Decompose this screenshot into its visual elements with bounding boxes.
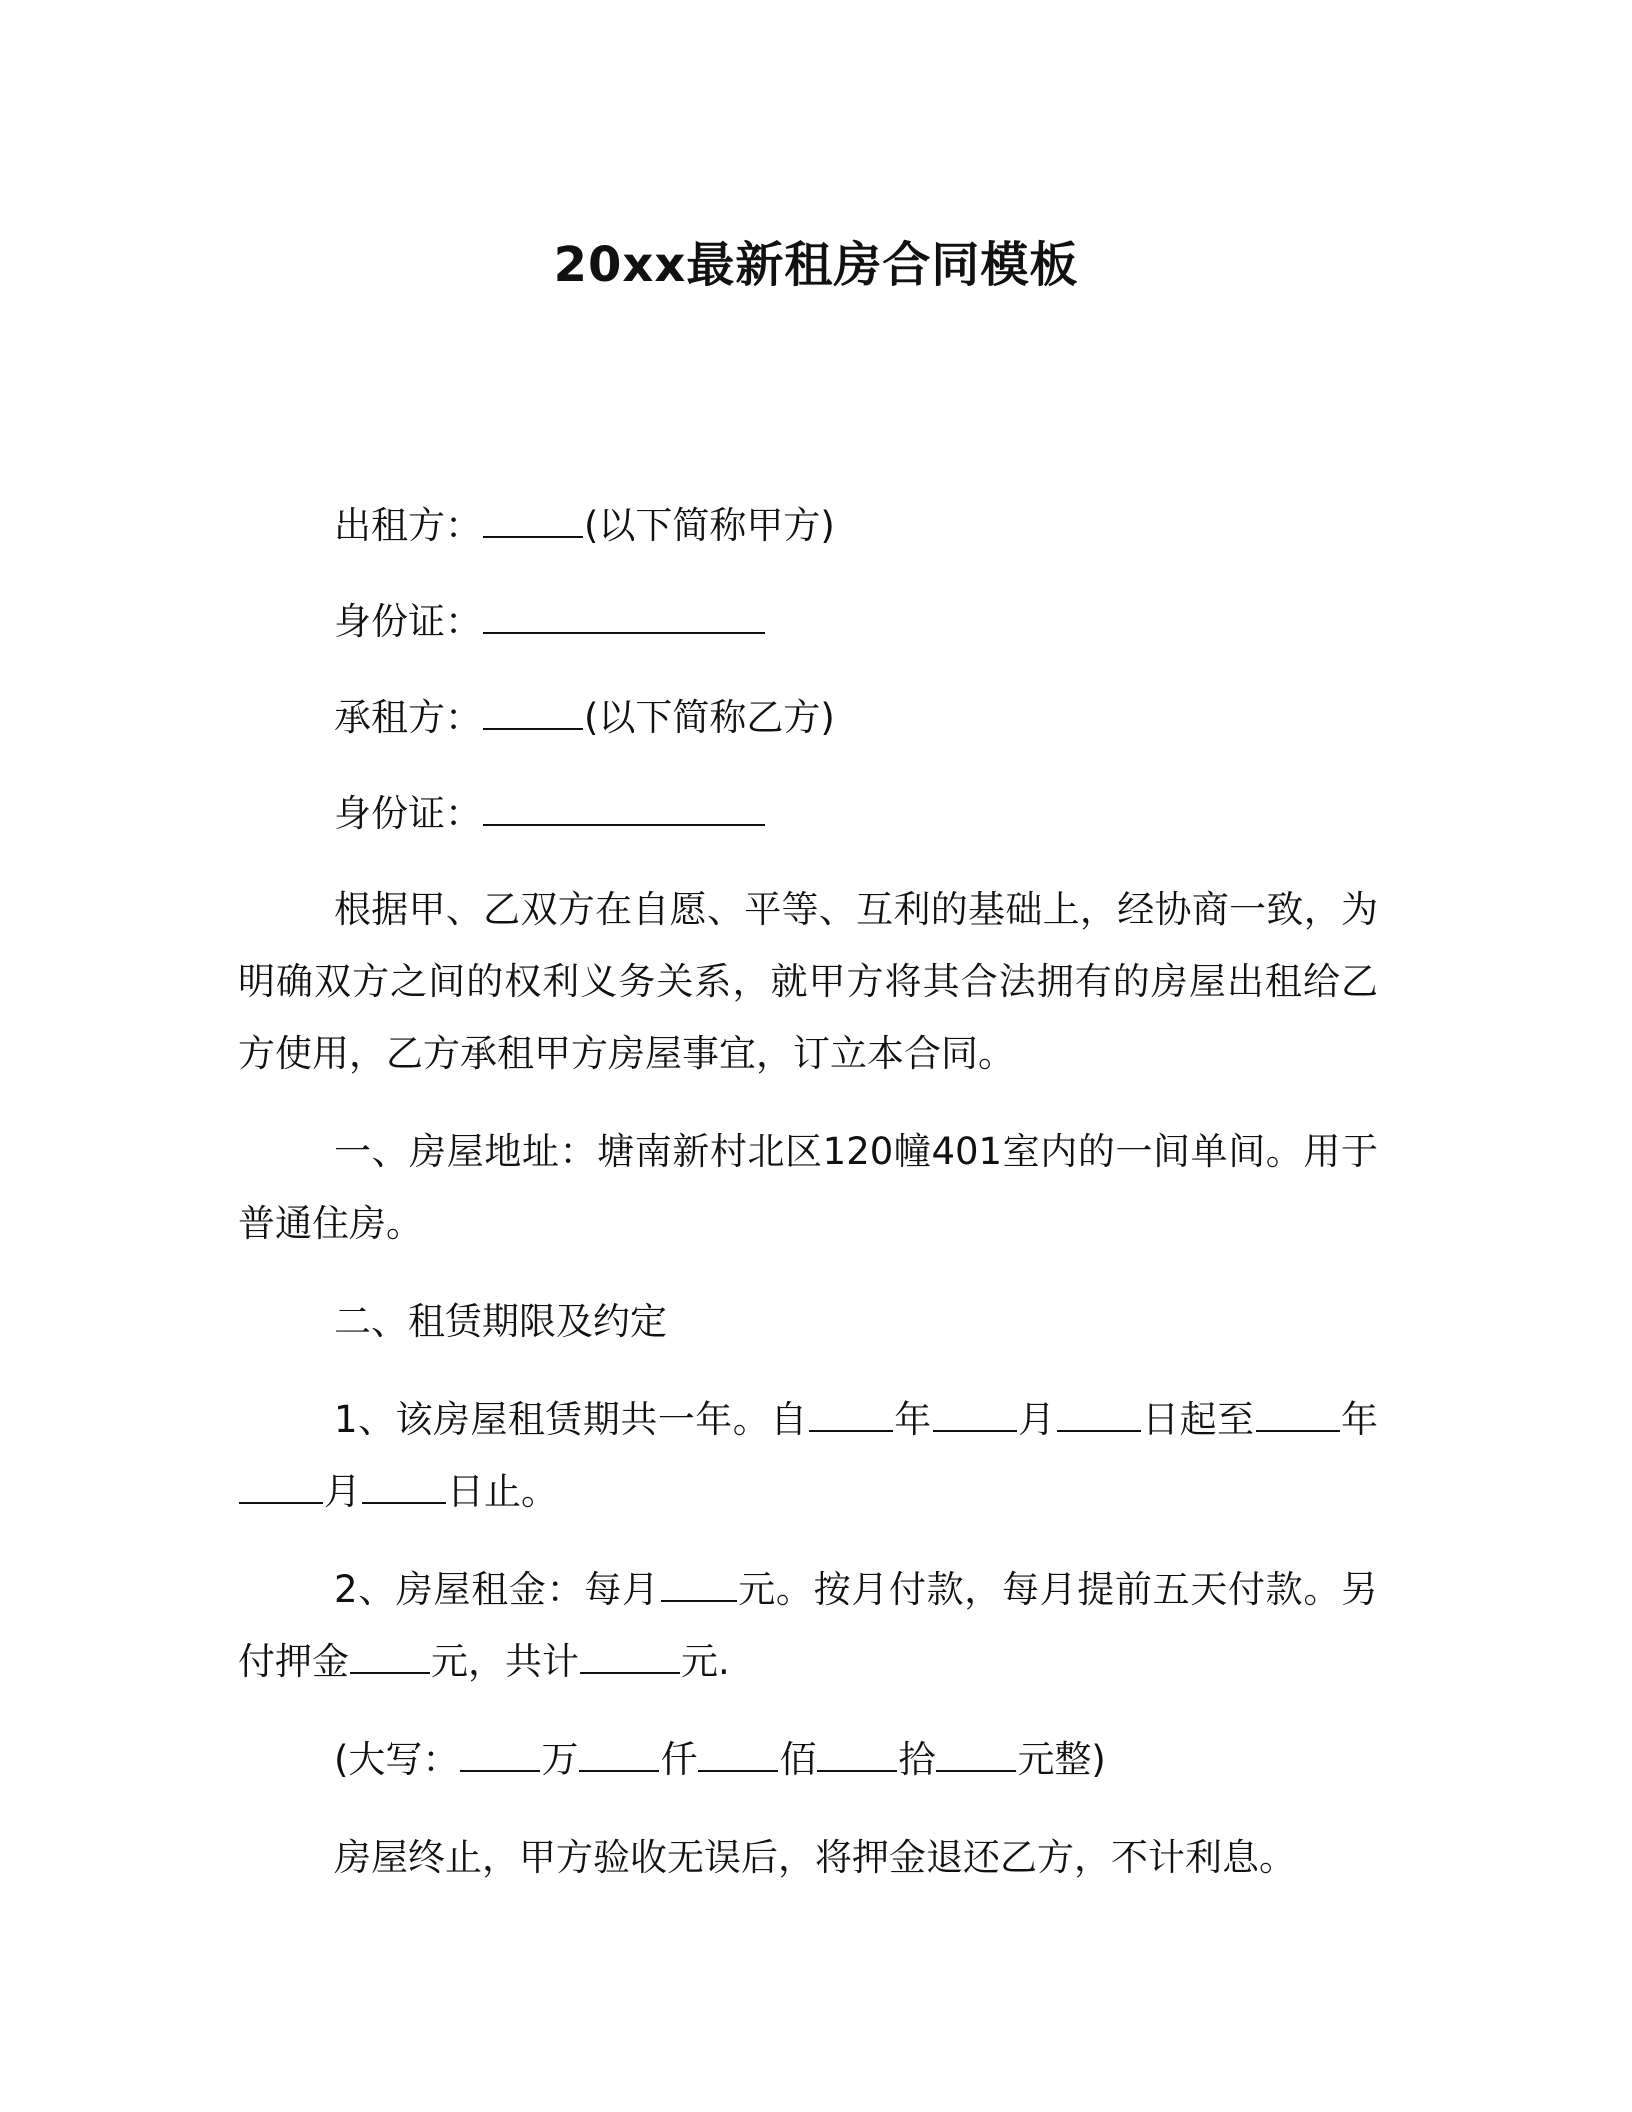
wan-label: 万 (541, 1738, 579, 1781)
yuan-blank (936, 1740, 1016, 1772)
start-year-blank (809, 1400, 893, 1432)
monthly-rent-blank (661, 1570, 737, 1602)
start-month-label: 月 (1017, 1398, 1056, 1441)
end-month-blank (239, 1472, 323, 1504)
end-year-blank (1256, 1400, 1340, 1432)
end-year-label: 年 (1340, 1398, 1379, 1441)
total-blank (580, 1642, 680, 1674)
lessee-line (238, 682, 1378, 754)
yuan-label: 元整) (1017, 1738, 1106, 1781)
start-year-label: 年 (893, 1398, 932, 1441)
shi-blank (817, 1740, 897, 1772)
lessee-blank (483, 698, 583, 730)
lessor-blank (483, 506, 583, 538)
rent-prefix: 2、房屋租金：每月 (334, 1568, 660, 1611)
lease-term-prefix: 1、该房屋租赁期共一年。自 (334, 1398, 808, 1441)
end-day-blank (362, 1472, 446, 1504)
rent-unit3: 元. (681, 1640, 730, 1683)
lessor-id-label: 身份证： (334, 600, 482, 643)
lease-term-paragraph (238, 1384, 1378, 1528)
lessee-note: (以下简称乙方) (584, 696, 835, 739)
section2-heading: 二、租赁期限及约定 (334, 1300, 667, 1343)
lessee-id-line (238, 778, 1378, 850)
section1-address: 一、房屋地址：塘南新村北区120幢401室内的一间单间。用于普通住房。 (238, 1130, 1378, 1245)
deposit-blank (350, 1642, 430, 1674)
lessor-id-line (238, 586, 1378, 658)
lessee-id-label: 身份证： (334, 792, 482, 835)
document-title: 20xx最新租房合同模板 (553, 237, 1079, 293)
lessee-id-blank (483, 794, 765, 826)
capital-prefix: (大写： (334, 1738, 460, 1781)
rent-unit2: 元，共计 (431, 1640, 579, 1683)
start-month-blank (933, 1400, 1017, 1432)
lessee-label: 承租方： (334, 696, 482, 739)
qian-blank (579, 1740, 659, 1772)
shi-label: 拾 (898, 1738, 936, 1781)
document-body (238, 490, 1378, 1920)
capital-amount-line (238, 1724, 1378, 1796)
end-month-label: 月 (324, 1470, 361, 1513)
lessor-id-blank (483, 602, 765, 634)
bai-blank (698, 1740, 778, 1772)
lessor-line (238, 490, 1378, 562)
end-day-label: 日止。 (447, 1470, 558, 1513)
qian-label: 仟 (660, 1738, 698, 1781)
lessor-note: (以下简称甲方) (584, 504, 835, 547)
rent-unit1: 元。按月付款，每月提前五天付款。另付押金 (238, 1568, 1379, 1683)
start-day-label: 日起至 (1141, 1398, 1255, 1441)
wan-blank (460, 1740, 540, 1772)
intro-paragraph: 根据甲、乙双方在自愿、平等、互利的基础上，经协商一致，为明确双方之间的权利义务关系，就甲方将其合法拥有的房屋出租给乙方使用，乙方承租甲方房屋事宜，订立本合同。 (238, 888, 1378, 1075)
lessor-label: 出租方： (334, 504, 482, 547)
deposit-return-paragraph: 房屋终止，甲方验收无误后，将押金退还乙方，不计利息。 (334, 1836, 1296, 1879)
bai-label: 佰 (779, 1738, 817, 1781)
rent-paragraph (238, 1554, 1378, 1698)
start-day-blank (1057, 1400, 1141, 1432)
